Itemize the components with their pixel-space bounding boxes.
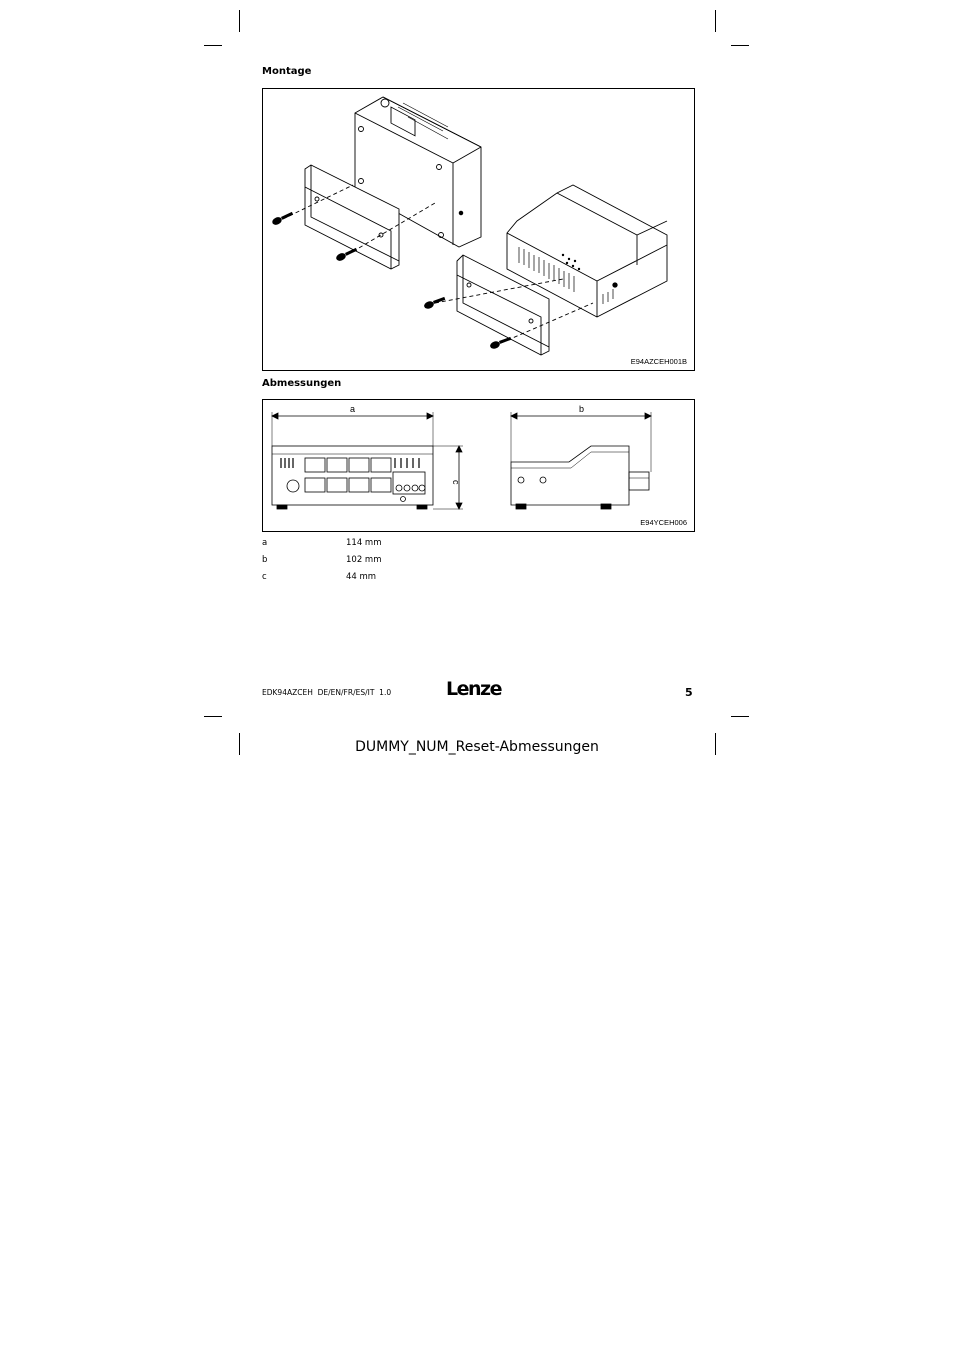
section-title-mounting: Montage <box>262 66 312 77</box>
document-id: EDK94AZCEH DE/EN/FR/ES/IT 1.0 <box>262 688 392 697</box>
dim-label-a: a <box>350 404 356 414</box>
crop-mark <box>204 45 222 46</box>
crop-mark <box>204 716 222 717</box>
section-title-dimensions: Abmessungen <box>262 378 342 389</box>
dimensions-drawing <box>263 400 694 531</box>
page-caption: DUMMY_NUM_Reset-Abmessungen <box>355 739 599 755</box>
brand-logo: Lenze <box>446 678 501 700</box>
crop-mark <box>239 10 240 32</box>
figure-code: E94AZCEH001B <box>630 357 687 366</box>
dim-label-b: b <box>579 404 585 414</box>
dimension-key: b <box>262 555 268 565</box>
dimension-value: 44 mm <box>346 572 377 582</box>
dim-label-c: c <box>451 480 461 485</box>
figure-code: E94YCEH006 <box>640 518 687 527</box>
dimension-key: a <box>262 538 268 548</box>
crop-mark <box>731 45 749 46</box>
crop-mark <box>731 716 749 717</box>
page-number: 5 <box>685 686 693 699</box>
dimension-value: 114 mm <box>346 538 382 548</box>
crop-mark <box>715 10 716 32</box>
mounting-figure <box>262 88 695 371</box>
dimensions-figure <box>262 399 695 532</box>
dimension-value: 102 mm <box>346 555 382 565</box>
dimension-key: c <box>262 572 267 582</box>
mounting-drawing <box>263 89 694 370</box>
